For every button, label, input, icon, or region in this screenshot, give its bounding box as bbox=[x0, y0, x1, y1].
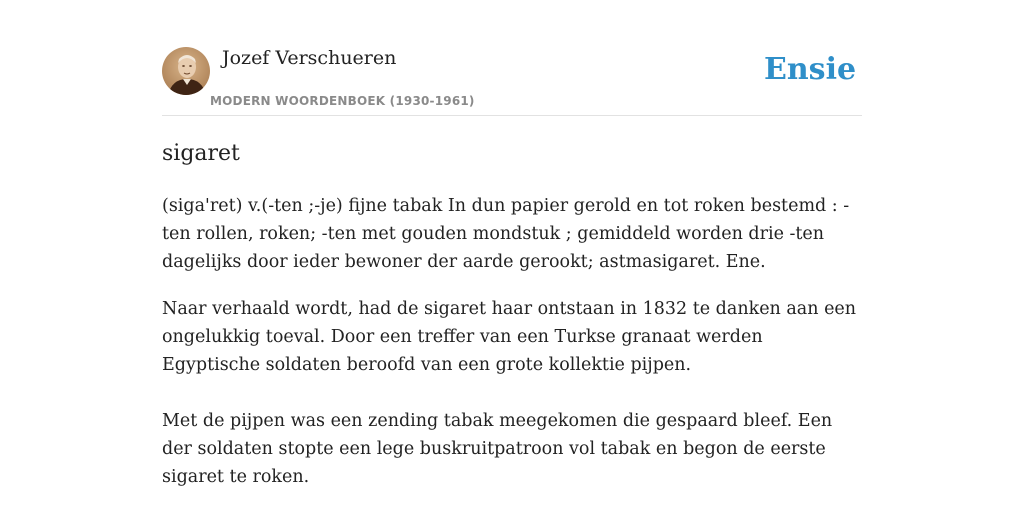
definition-paragraph: Naar verhaald wordt, had de sigaret haar ontstaan in 1832 te danken aan een ongelukkig toeval. Door een treffer van een Turkse granaat werden Egyptische soldaten beroofd van een grote kollektie pijpen. bbox=[162, 299, 857, 375]
author-name[interactable]: Jozef Verschueren bbox=[222, 47, 397, 69]
header-divider bbox=[162, 115, 862, 116]
entry-definition bbox=[162, 192, 862, 491]
author-avatar[interactable] bbox=[162, 47, 210, 95]
ensie-logo[interactable]: Ensie bbox=[764, 52, 857, 87]
source-dictionary: MODERN WOORDENBOEK (1930-1961) bbox=[210, 94, 475, 108]
definition-paragraph: (siga'ret) v.(-ten ;-je) fijne tabak In dun papier gerold en tot roken bestemd : -ten rollen, roken; -ten met gouden mondstuk ; gemiddeld worden drie -ten dagelijks door ieder bewoner der aarde gerookt; astmasigaret. Ene. bbox=[162, 196, 850, 272]
entry-word: sigaret bbox=[162, 141, 240, 166]
author-portrait-image bbox=[162, 47, 210, 95]
definition-paragraph: Met de pijpen was een zending tabak meegekomen die gespaard bleef. Een der soldaten stopte een lege buskruitpatroon vol tabak en begon de eerste sigaret te roken. bbox=[162, 411, 833, 487]
